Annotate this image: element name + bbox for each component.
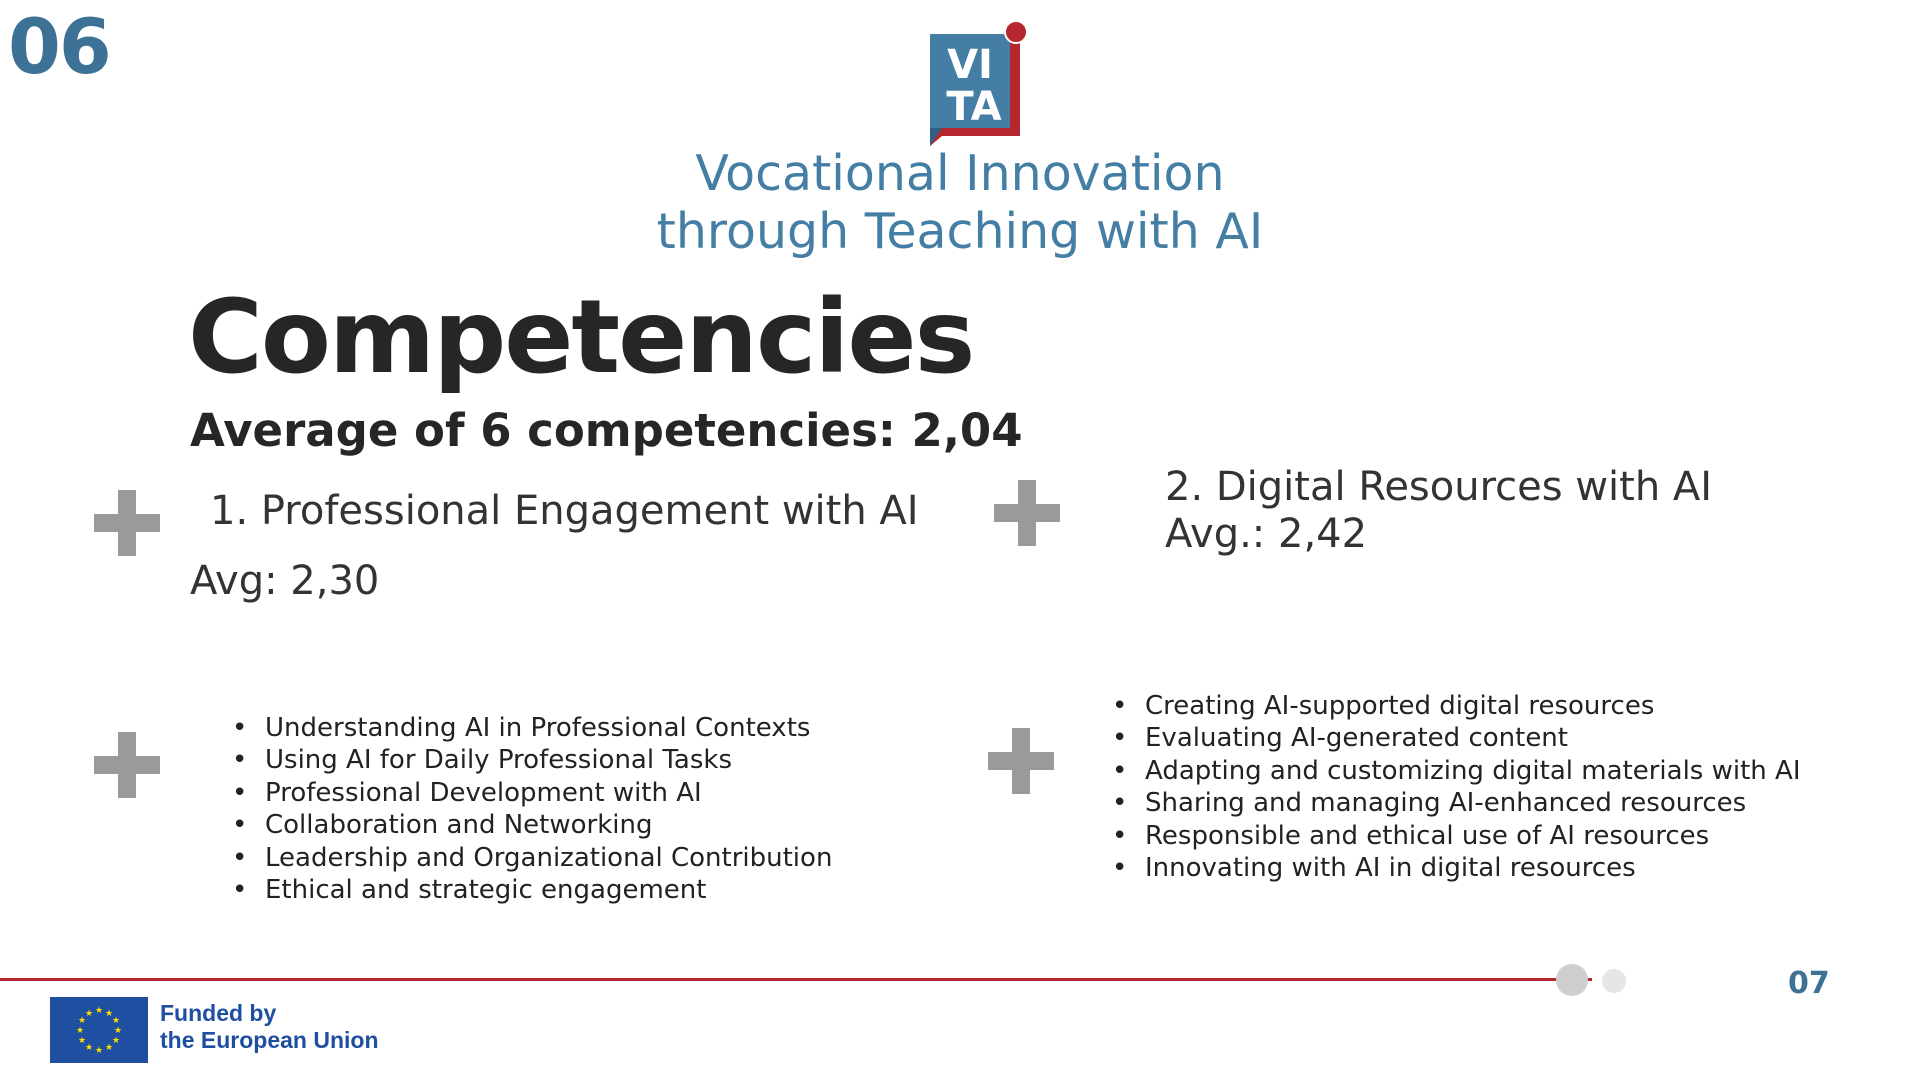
progress-dot (1602, 969, 1626, 993)
svg-text:★: ★ (104, 1043, 114, 1053)
list-item: • Leadership and Organizational Contribution (232, 842, 832, 874)
svg-text:★: ★ (84, 1009, 94, 1019)
svg-text:★: ★ (104, 1009, 114, 1019)
subtitle-line1: Vocational Innovation (695, 145, 1225, 202)
vita-logo (928, 20, 1028, 146)
competency1-avg: Avg: 2,30 (190, 558, 380, 604)
plus-icon (94, 490, 160, 556)
svg-text:★: ★ (94, 1046, 104, 1056)
list-item: • Responsible and ethical use of AI resources (1112, 820, 1800, 852)
plus-icon (994, 480, 1060, 546)
funded-by-eu (160, 1000, 379, 1054)
eu-flag-icon (50, 997, 148, 1063)
page-number-top: 06 (8, 2, 110, 91)
competency2-avg: Avg.: 2,42 (1165, 511, 1368, 557)
list-item: • Using AI for Daily Professional Tasks (232, 744, 832, 776)
funded-line2: the European Union (160, 1027, 379, 1053)
svg-text:★: ★ (77, 1036, 87, 1046)
competency1-list (232, 712, 832, 906)
svg-text:★: ★ (77, 1016, 87, 1026)
funded-line1: Funded by (160, 1000, 277, 1026)
plus-icon (94, 732, 160, 798)
svg-text:★: ★ (75, 1026, 85, 1036)
list-item: • Collaboration and Networking (232, 809, 832, 841)
list-item: • Professional Development with AI (232, 777, 832, 809)
list-item: • Ethical and strategic engagement (232, 874, 832, 906)
list-item: • Evaluating AI-generated content (1112, 722, 1800, 754)
competency2-title-text: 2. Digital Resources with AI (1165, 464, 1713, 510)
competency2-title (1165, 464, 1712, 558)
svg-text:★: ★ (113, 1026, 123, 1036)
page-title: Competencies (188, 278, 974, 397)
subtitle (560, 145, 1360, 261)
page-number-bottom: 07 (1788, 966, 1830, 1001)
competency1-title: 1. Professional Engagement with AI (210, 488, 919, 534)
logo-text-top: VI (947, 42, 993, 88)
average-all: Average of 6 competencies: 2,04 (190, 404, 1023, 457)
competency2-list (1112, 690, 1800, 884)
list-item: • Creating AI-supported digital resources (1112, 690, 1800, 722)
list-item: • Adapting and customizing digital materials with AI (1112, 755, 1800, 787)
progress-dot-active (1556, 964, 1588, 996)
footer-divider (0, 978, 1592, 981)
list-item: • Innovating with AI in digital resources (1112, 852, 1800, 884)
plus-icon (988, 728, 1054, 794)
svg-text:★: ★ (94, 1006, 104, 1016)
list-item: • Sharing and managing AI-enhanced resources (1112, 787, 1800, 819)
svg-text:★: ★ (111, 1036, 121, 1046)
list-item: • Understanding AI in Professional Contexts (232, 712, 832, 744)
logo-text-bottom: TA (946, 84, 1002, 130)
svg-text:★: ★ (111, 1016, 121, 1026)
subtitle-line2: through Teaching with AI (656, 203, 1264, 260)
svg-text:★: ★ (84, 1043, 94, 1053)
